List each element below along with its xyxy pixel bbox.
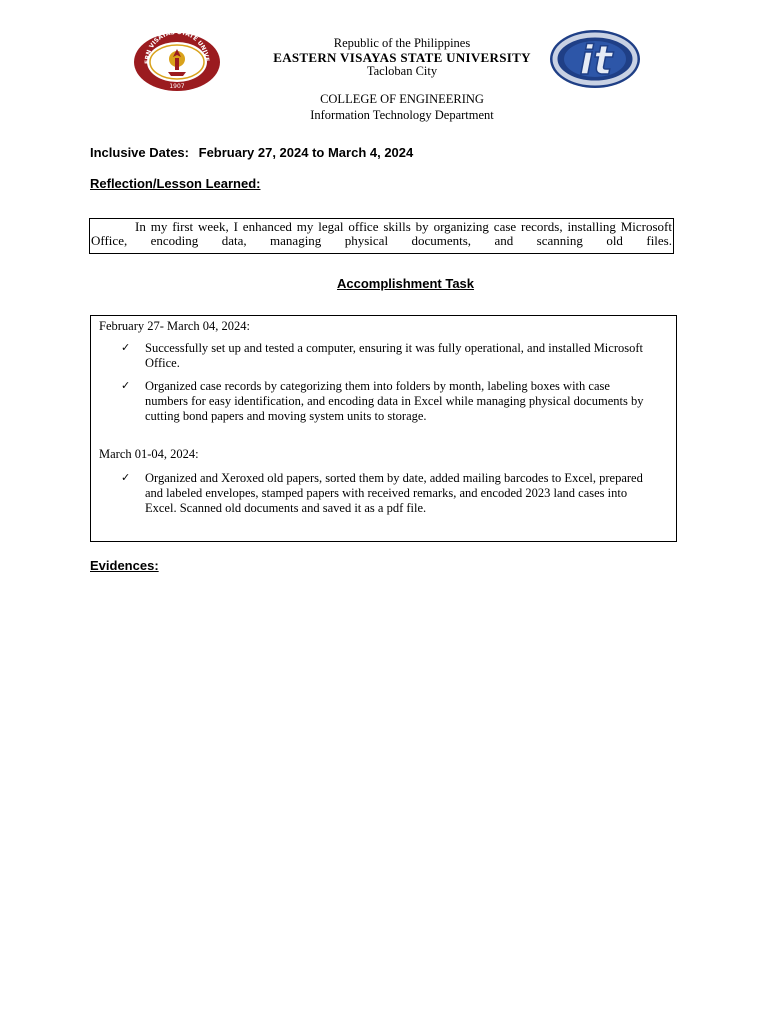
header-republic: Republic of the Philippines: [333, 36, 471, 50]
inclusive-dates-value: February 27, 2024 to March 4, 2024: [198, 145, 414, 160]
header-department: Information Technology Department: [310, 108, 494, 122]
header-college: COLLEGE OF ENGINEERING: [320, 92, 484, 106]
checkmark-icon: ✓: [121, 341, 131, 354]
checkmark-icon: ✓: [121, 379, 131, 392]
header-university: EASTERN VISAYAS STATE UNIVERSITY: [273, 50, 531, 65]
evidences-heading: Evidences:: [90, 558, 159, 573]
seal-year: 1907: [169, 83, 185, 90]
task-date-1: February 27- March 04, 2024:: [99, 319, 251, 333]
task-item-text: Organized and Xeroxed old papers, sorted them by date, added mailing barcodes to Excel, prepared and labeled envelopes, stamped papers with received remarks, and encoded 2023 land cases into Excel. Scanned old documents and saved it as a pdf file.: [145, 471, 643, 515]
inclusive-dates: [90, 145, 413, 160]
task-date-2: March 01-04, 2024:: [99, 447, 199, 461]
task-item-text: Organized case records by categorizing them into folders by month, labeling boxes with case numbers for easy identification, and encoding data in Excel while managing physical documents by cutting bond papers and moving system units to storage.: [145, 379, 644, 423]
accomplishment-task-box: [90, 315, 677, 542]
task-item-text: Successfully set up and tested a computer, ensuring it was fully operational, and installed Microsoft Office.: [145, 341, 643, 370]
seal-arc-text: ERN VISAYAS STATE UNIVE: [143, 31, 211, 65]
reflection-text: In my first week, I enhanced my legal office skills by organizing case records, installing Microsoft Office, encoding data, managing physical documents, and scanning old files.: [91, 219, 672, 248]
reflection-heading: Reflection/Lesson Learned:: [90, 176, 261, 191]
it-logo-text: it: [579, 38, 613, 84]
header-city: Tacloban City: [366, 64, 438, 78]
checkmark-icon: ✓: [121, 471, 131, 484]
reflection-box: [89, 218, 674, 254]
accomplishment-heading: Accomplishment Task: [337, 276, 475, 291]
inclusive-dates-label: Inclusive Dates:: [90, 145, 189, 160]
